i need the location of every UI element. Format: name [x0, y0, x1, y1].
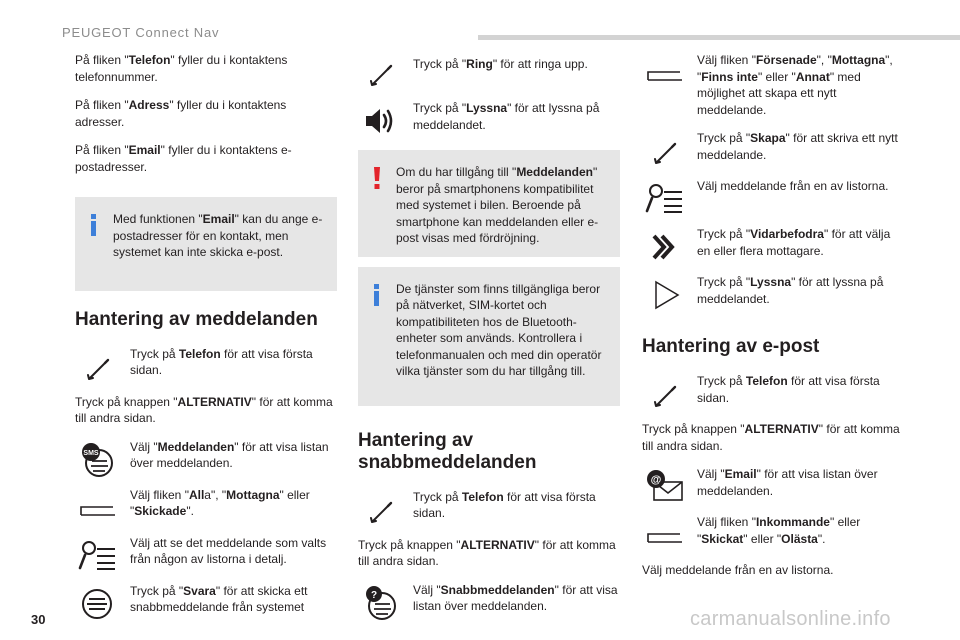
column-1 [75, 52, 337, 631]
step-lyssna: Tryck på "Lyssna" för att lyssna på meddelandet. [642, 274, 904, 310]
step-lyssna: Tryck på "Lyssna" för att lyssna på meddelandet. [358, 100, 620, 136]
list-select-icon [642, 178, 686, 218]
paragraph-telefon-tab: På fliken "Telefon" fyller du i kontaktens telefonnummer. [75, 53, 288, 84]
header-title: PEUGEOT Connect Nav [62, 25, 220, 40]
paragraph-email-tab: På fliken "Email" fyller du i kontaktens e-postadresser. [75, 143, 292, 174]
pencil-icon [75, 346, 119, 386]
step-vidarbefodra: Tryck på "Vidarbefodra" för att välja en eller flera mottagare. [642, 226, 904, 262]
pencil-icon [358, 52, 402, 92]
heading-quick-messages: Hantering av snabbmeddelanden [358, 429, 537, 473]
info-icon [370, 284, 384, 306]
step-tabs-all: Välj fliken "Alla", "Mottagna" eller "Skickade". [75, 487, 337, 523]
pencil-icon [642, 373, 686, 413]
heading-email: Hantering av e-post [642, 336, 820, 357]
column-2 [358, 52, 620, 630]
warning-text: Om du har tillgång till "Meddelanden" beror på smartphonens kompatibilitet med systemet i bilen. Beroende på smartphone kan meddelanden eller e-post visas med fördröjning. [396, 165, 599, 245]
page-number: 30 [31, 612, 46, 627]
info-text: De tjänster som finns tillgängliga beror på nätverket, SIM-kortet och kompatibiliteten hos de Bluetooth-enheter som används. Kontrollera i telefonmanualen och med din operatör vilka tjänster som du har tillgång till. [396, 281, 602, 378]
column-3 [642, 52, 904, 591]
tab-icon [642, 52, 686, 92]
paragraph-alternativ: Tryck på knappen "ALTERNATIV" för att komma till andra sidan. [75, 394, 333, 425]
heading-messages: Hantering av meddelanden [75, 308, 318, 330]
info-box-services [358, 267, 620, 406]
watermark: carmanualsonline.info [690, 608, 891, 630]
pencil-icon [642, 130, 686, 170]
step-snabbmeddelanden: ? Välj "Snabbmeddelanden" för att visa listan över meddelanden. [358, 582, 620, 618]
step-telefon: Tryck på Telefon för att visa första sidan. [75, 346, 337, 382]
reply-bubble-icon [75, 583, 119, 623]
paragraph-select-message: Välj meddelande från en av listorna. [642, 563, 834, 577]
step-select-message: Välj meddelande från en av listorna. [642, 178, 904, 214]
svg-text:@: @ [650, 474, 662, 486]
step-tabs-delayed: Välj fliken "Försenade", "Mottagna", "Finns inte" eller "Annat" med möjlighet att skapa ett nytt meddelande. [642, 52, 904, 118]
step-view-detail: Välj att se det meddelande som valts från någon av listorna i detalj. [75, 535, 337, 571]
paragraph-adress-tab: På fliken "Adress" fyller du i kontaktens adresser. [75, 98, 287, 129]
step-skapa: Tryck på "Skapa" för att skriva ett nytt meddelande. [642, 130, 904, 166]
step-telefon: Tryck på Telefon för att visa första sidan. [358, 489, 620, 525]
quick-message-icon [358, 582, 402, 622]
step-ring: Tryck på "Ring" för att ringa upp. [358, 52, 620, 88]
step-svara: Tryck på "Svara" för att skicka ett snabbmeddelande från systemet [75, 583, 337, 619]
info-text: Med funktionen "Email" kan du ange e-postadresser för en kontakt, men systemet kan inte skicka e-post. [113, 212, 323, 259]
page-header [0, 0, 960, 40]
step-telefon: Tryck på Telefon för att visa första sidan. [642, 373, 904, 409]
header-rule [478, 35, 960, 40]
step-meddelanden: SMS Välj "Meddelanden" för att visa listan över meddelanden. [75, 439, 337, 475]
play-icon [642, 274, 686, 314]
email-icon [642, 466, 686, 506]
warning-box [358, 150, 620, 257]
pencil-icon [358, 489, 402, 529]
paragraph-alternativ: Tryck på knappen "ALTERNATIV" för att komma till andra sidan. [642, 422, 900, 453]
info-icon [87, 214, 101, 236]
paragraph-alternativ: Tryck på knappen "ALTERNATIV" för att komma till andra sidan. [358, 537, 616, 568]
info-box-email [75, 197, 337, 291]
svg-text:?: ? [370, 589, 378, 601]
warning-icon [370, 167, 384, 189]
tab-icon [642, 514, 686, 554]
step-email: @ Välj "Email" för att visa listan över meddelanden. [642, 466, 904, 502]
step-tabs-inbox: Välj fliken "Inkommande" eller "Skickat" eller "Olästa". [642, 514, 904, 550]
speaker-icon [358, 100, 402, 140]
sms-bubble-icon [75, 439, 119, 479]
forward-icon [642, 226, 686, 266]
svg-text:SMS: SMS [83, 449, 99, 457]
tab-icon [75, 487, 119, 527]
list-select-icon [75, 535, 119, 575]
